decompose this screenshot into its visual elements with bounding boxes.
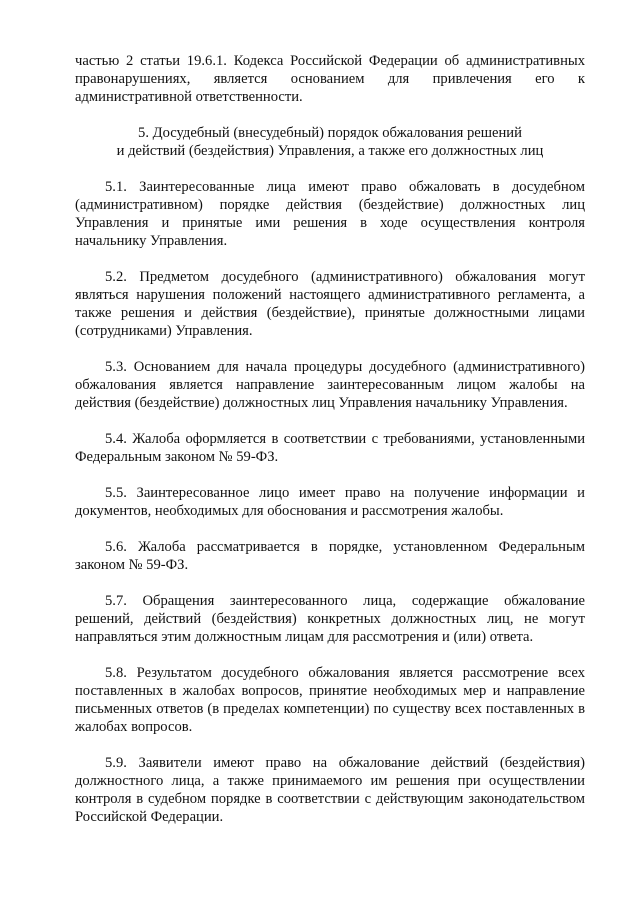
paragraph-5-5: 5.5. Заинтересованное лицо имеет право на получение информации и документов, необходимых для обоснования и рассмотрения жалобы.	[75, 485, 585, 519]
document-page	[75, 52, 585, 826]
paragraph-5-1: 5.1. Заинтересованные лица имеют право обжаловать в досудебном (административном) порядке действия (бездействие) должностных лиц Управления и принятые ими решения в ходе осуществления контроля начальнику Управления.	[75, 179, 585, 249]
paragraph-5-7: 5.7. Обращения заинтересованного лица, содержащие обжалование решений, действий (бездействия) конкретных должностных лиц, не могут направляться этим должностным лицам для рассмотрения и (или) ответа.	[75, 593, 585, 645]
continuation-paragraph: частью 2 статьи 19.6.1. Кодекса Российской Федерации об административных правонарушениях, является основанием для привлечения его к административной ответственности.	[75, 53, 585, 105]
paragraph-5-3: 5.3. Основанием для начала процедуры досудебного (административного) обжалования является направление заинтересованным лицом жалобы на действия (бездействие) должностных лиц Управления начальнику Управления.	[75, 359, 585, 411]
paragraph-5-4: 5.4. Жалоба оформляется в соответствии с требованиями, установленными Федеральным законом № 59-ФЗ.	[75, 431, 585, 465]
paragraph-5-6: 5.6. Жалоба рассматривается в порядке, установленном Федеральным законом № 59-ФЗ.	[75, 539, 585, 573]
section-heading-line-2: и действий (бездействия) Управления, а также его должностных лиц	[116, 143, 544, 159]
section-heading-line-1: 5. Досудебный (внесудебный) порядок обжалования решений	[138, 125, 522, 141]
paragraph-5-9: 5.9. Заявители имеют право на обжалование действий (бездействия) должностного лица, а также принимаемого им решения при осуществлении контроля в судебном порядке в соответствии с действующим законодательством Российской Федерации.	[75, 755, 585, 825]
section-heading	[75, 124, 585, 160]
paragraph-5-2: 5.2. Предметом досудебного (административного) обжалования могут являться нарушения положений настоящего административного регламента, а также решения и действия (бездействие), принятые должностными лицами (сотрудниками) Управления.	[75, 269, 585, 339]
paragraph-5-8: 5.8. Результатом досудебного обжалования является рассмотрение всех поставленных в жалобах вопросов, принятие необходимых мер и направление письменных ответов (в пределах компетенции) по существу всех поставленных в жалобах вопросов.	[75, 665, 585, 735]
